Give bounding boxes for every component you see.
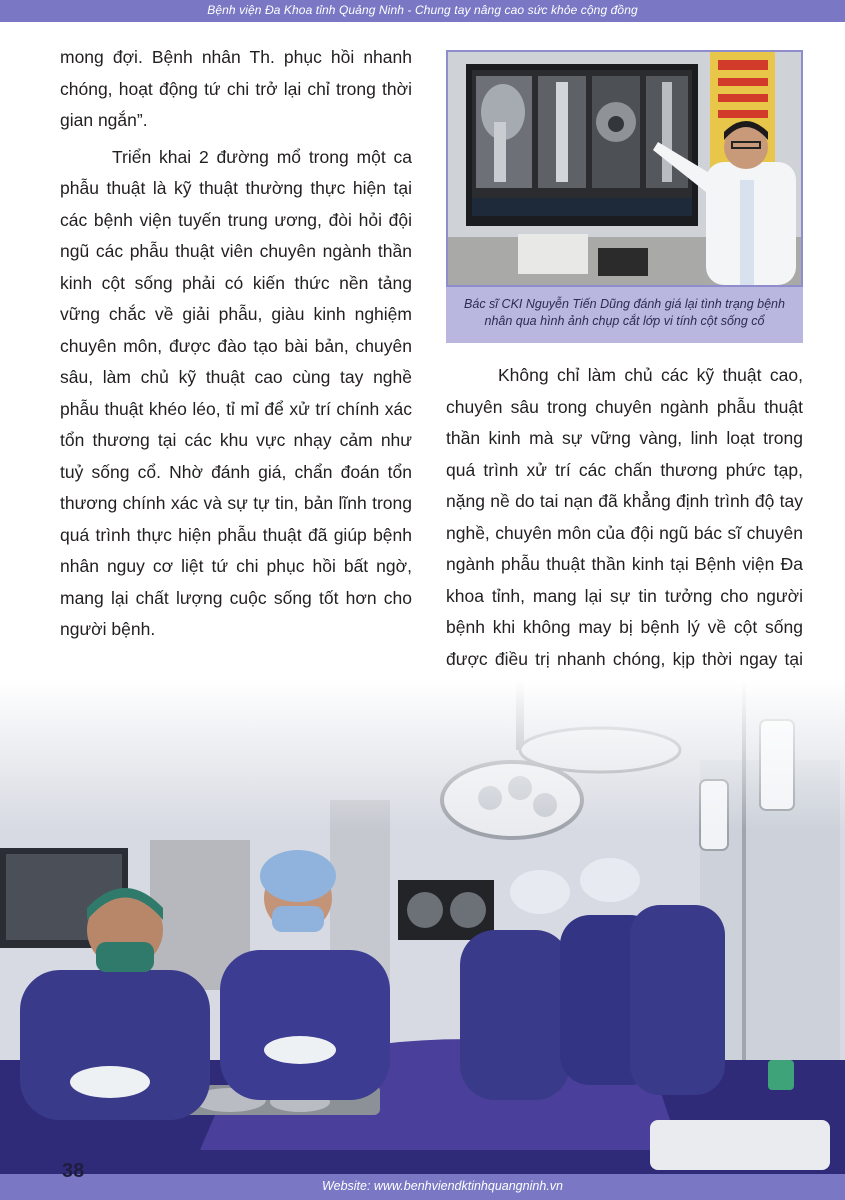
left-paragraph-1: mong đợi. Bệnh nhân Th. phục hồi nhanh chóng, hoạt động tứ chi trở lại chỉ trong thời gian ngắn”. [60, 47, 412, 130]
left-paragraph-2: Triển khai 2 đường mổ trong một ca phẫu thuật là kỹ thuật thường thực hiện tại các bệnh viện tuyến trung ương, đòi hỏi đội ngũ các phẫu thuật viên chuyên ngành thần kinh cột sống phải có kiến thức nền tảng vững chắc về giải phẫu, giàu kinh nghiệm chuyên môn, được đào tạo bài bản, chuyên sâu, làm chủ kỹ thuật cao cùng tay nghề phẫu thuật khéo léo, tỉ mỉ để xử trí chính xác tổn thương tại các khu vực nhạy cảm như tuỷ sống cổ. Nhờ đánh giá, chẩn đoán tổn thương chính xác và sự tự tin, bản lĩnh trong quá trình thực hiện phẫu thuật đã giúp bệnh nhân nguy cơ liệt tứ chi phục hồi bất ngờ, mang lại chất lượng cuộc sống tốt hơn cho người bệnh. [60, 146, 412, 639]
photo-caption: Bác sĩ CKI Nguyễn Tiến Dũng đánh giá lại tình trạng bệnh nhân qua hình ảnh chụp cắt lớp vi tính cột sống cổ [464, 297, 785, 328]
footer-website: Website: www.benhviendktinhquangninh.vn [322, 1179, 563, 1193]
ct-review-illustration [448, 52, 801, 285]
ct-review-photo [446, 50, 803, 287]
right-paragraph-1: Không chỉ làm chủ các kỹ thuật cao, chuyên sâu trong chuyên ngành phẫu thuật thần kinh mà sự vững vàng, linh loạt trong quá trình xử trí các chấn thương phức tạp, nặng nề do tai nạn đã khẳng định trình độ tay nghề, chuyên môn của đội ngũ bác sĩ chuyên ngành phẫu thuật thần kinh tại Bệnh viện Đa khoa tỉnh, mang lại sự tin tưởng cho người bệnh khi không may bị bệnh lý về cột sống được điều trị nhanh chóng, kịp thời ngay tại [446, 365, 803, 669]
surgery-illustration [0, 680, 845, 1180]
right-column [446, 360, 803, 707]
page-number: 38 [62, 1160, 85, 1182]
surgery-photo [0, 680, 845, 1180]
header-text: Bệnh viện Đa Khoa tỉnh Quảng Ninh - Chung tay nâng cao sức khỏe cộng đồng [207, 3, 638, 17]
header-band [0, 0, 845, 22]
left-column [60, 42, 412, 646]
photo-caption-box [446, 287, 803, 343]
